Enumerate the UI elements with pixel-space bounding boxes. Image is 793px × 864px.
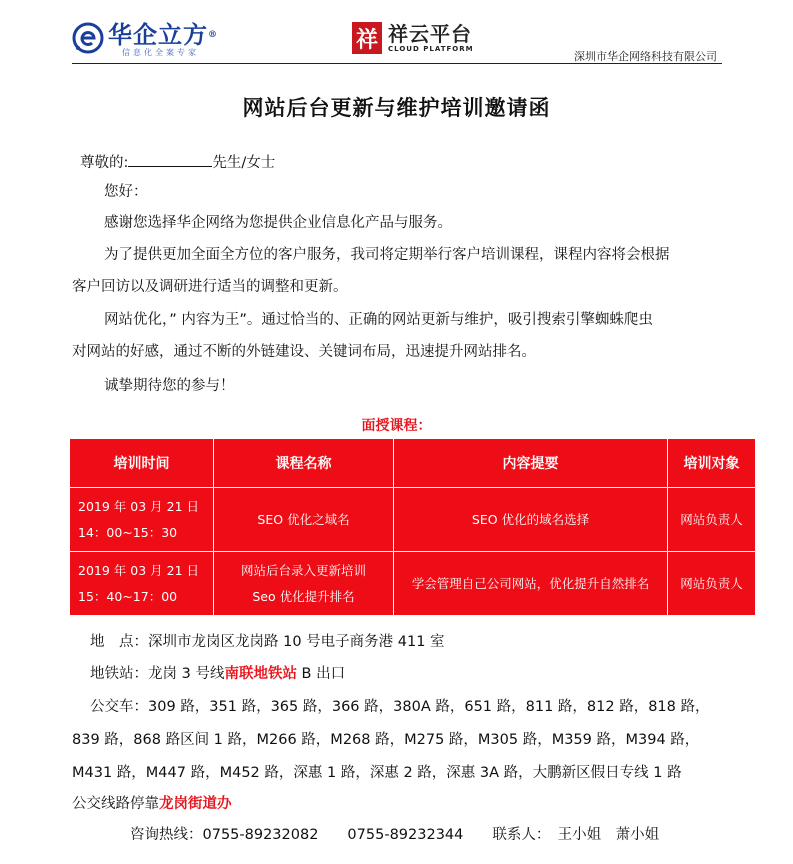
bus-line-2: 839 路，868 路区间 1 路，M266 路，M268 路，M275 路，M305 路，M359 路，M394 路， — [72, 732, 700, 748]
closing-line: 诚挚期待您的参与！ — [104, 378, 235, 394]
bus-line-3: M431 路，M447 路，M452 路，深惠 1 路，深惠 2 路，深惠 3A 路，大鹏新区假日专线 1 路 — [72, 765, 682, 781]
paragraph-3-line-2: 对网站的好感，通过不断的外链建设、关键词布局，迅速提升网站排名。 — [72, 344, 536, 360]
metro-info — [90, 664, 345, 684]
metro-suffix: B 出口 — [296, 666, 346, 682]
salutation — [80, 151, 275, 173]
bus-stop-name: 龙岗街道办 — [159, 796, 232, 812]
section-title: 面授课程： — [361, 418, 432, 434]
metro-station: 南联地铁站 — [224, 666, 297, 682]
salutation-prefix: 尊敬的: — [80, 155, 129, 171]
table-row — [70, 488, 756, 552]
header-summary: 内容提要 — [394, 439, 668, 488]
cell-time: 15：40~17：00 — [78, 588, 178, 604]
paragraph-1: 感谢您选择华企网络为您提供企业信息化产品与服务。 — [104, 215, 452, 231]
logo1-slogan: 信息化全案专家 — [122, 48, 199, 57]
e-globe-logo-icon — [72, 22, 104, 54]
bus-line-1: 公交车：309 路，351 路，365 路，366 路，380A 路，651 路，811 路，812 路，818 路， — [90, 699, 710, 715]
table-row — [70, 552, 756, 616]
metro-prefix: 地铁站：龙岗 3 号线 — [90, 666, 225, 682]
cell-date: 2019 年 03 月 21 日 — [78, 562, 199, 578]
paragraph-2-line-2: 客户回访以及调研进行适当的调整和更新。 — [72, 279, 348, 295]
registered-mark: ® — [208, 30, 218, 40]
bus-stop — [72, 794, 232, 814]
cell-summary: 学会管理自己公司网站，优化提升自然排名 — [394, 552, 668, 616]
header-audience: 培训对象 — [668, 439, 756, 488]
document-title: 网站后台更新与维护培训邀请函 — [242, 96, 551, 120]
course-line-1: 网站后台录入更新培训 — [240, 562, 366, 578]
greeting: 您好： — [104, 184, 148, 200]
company-name: 深圳市华企网络科技有限公司 — [574, 50, 717, 63]
letterhead — [0, 0, 793, 70]
address: 地 点：深圳市龙岗区龙岗路 10 号电子商务港 411 室 — [90, 634, 445, 650]
xiang-seal-icon: 祥 — [352, 22, 382, 54]
cell-summary: SEO 优化的域名选择 — [394, 488, 668, 552]
logo2-subtitle: CLOUD PLATFORM — [388, 45, 474, 53]
course-line-1: SEO 优化之域名 — [257, 511, 350, 527]
name-blank — [128, 151, 212, 167]
xiangyun-logo — [352, 22, 474, 54]
paragraph-2-line-1: 为了提供更加全面全方位的客户服务，我司将定期举行客户培训课程，课程内容将会根据 — [104, 247, 670, 263]
logo2-name: 祥云平台 — [388, 22, 472, 46]
paragraph-3-line-1: 网站优化，” 内容为王”。通过恰当的、正确的网站更新与维护，吸引搜索引擎蜘蛛爬虫 — [104, 312, 653, 328]
cell-date: 2019 年 03 月 21 日 — [78, 498, 199, 514]
header-divider — [72, 63, 722, 64]
cell-time: 14：00~15：30 — [78, 524, 178, 540]
contact-line: 咨询热线：0755-89232082 0755-89232344 联系人： 王小姐 萧小姐 — [130, 827, 660, 843]
logo1-name: 华企立方 — [108, 20, 208, 49]
salutation-suffix: 先生/女士 — [212, 155, 276, 171]
course-line-2: Seo 优化提升排名 — [252, 588, 355, 604]
schedule-table — [69, 438, 756, 616]
huaqi-logo — [72, 22, 218, 58]
cell-course — [214, 552, 394, 616]
cell-audience: 网站负责人 — [668, 552, 756, 616]
cell-audience: 网站负责人 — [668, 488, 756, 552]
cell-datetime — [70, 488, 214, 552]
cell-datetime — [70, 552, 214, 616]
header-course: 课程名称 — [214, 439, 394, 488]
header-time: 培训时间 — [70, 439, 214, 488]
bus-stop-prefix: 公交线路停靠 — [72, 796, 159, 812]
table-header-row — [70, 439, 756, 488]
cell-course — [214, 488, 394, 552]
